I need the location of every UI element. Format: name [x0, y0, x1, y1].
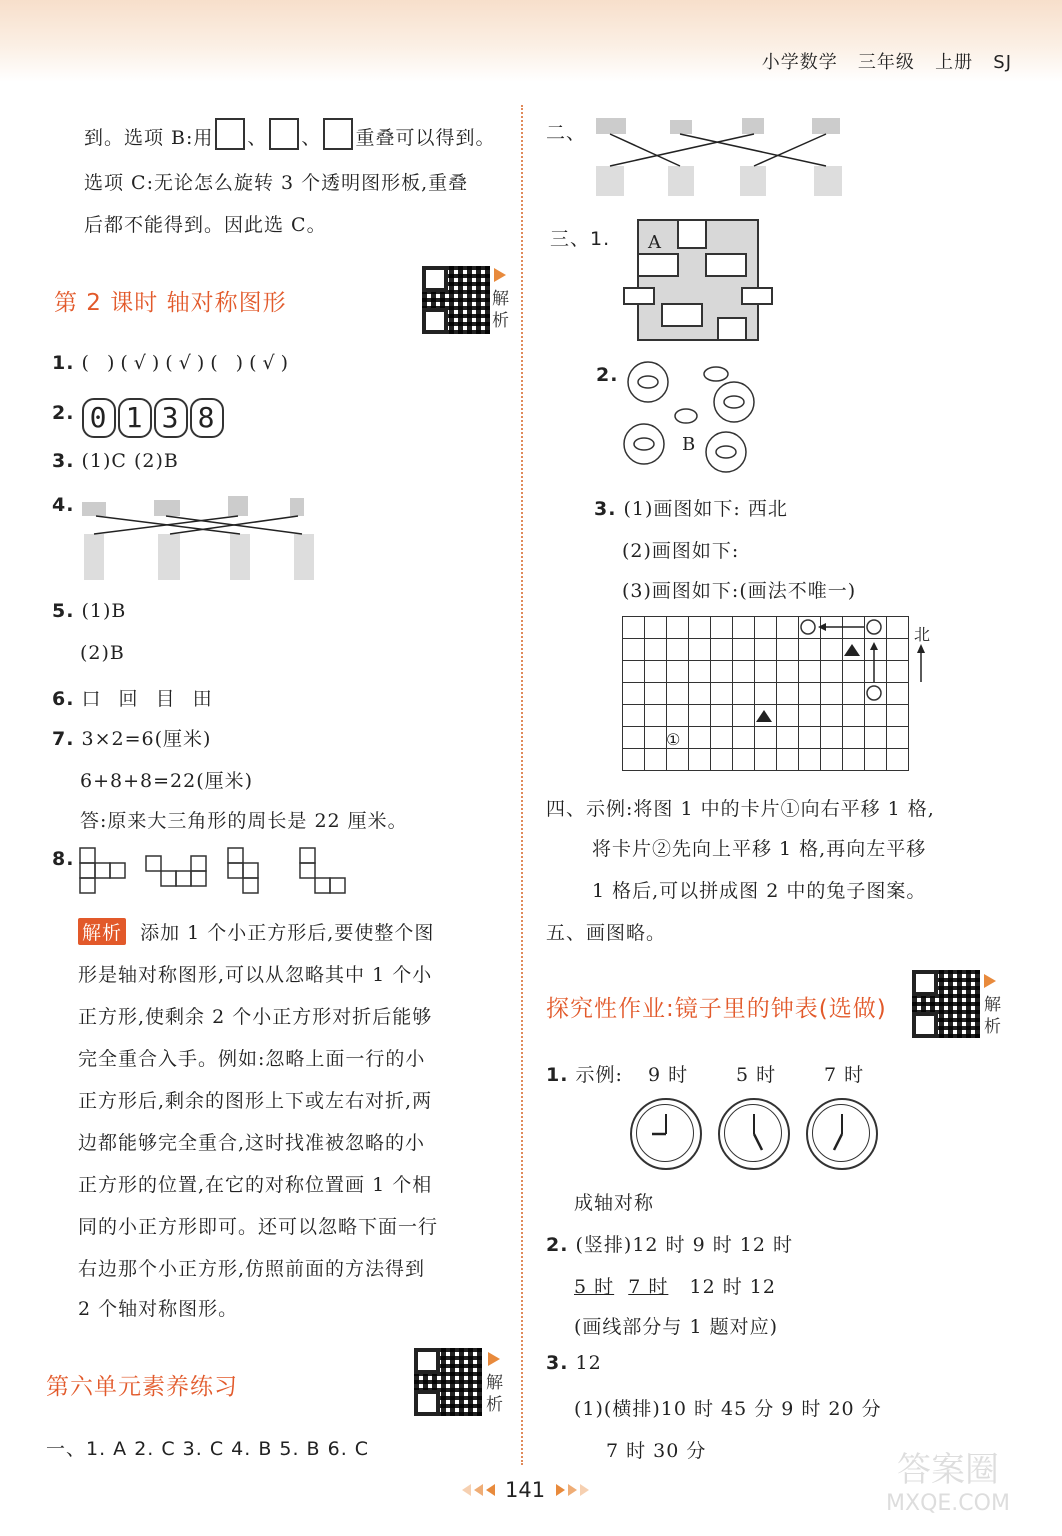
header-grade: 三年级 — [857, 52, 915, 73]
analysis-line: 正方形后,剩余的图形上下或左右对折,两 — [78, 1090, 433, 1112]
header-info — [762, 48, 1012, 74]
explore-q2-line3: (画线部分与 1 题对应) — [574, 1316, 778, 1338]
play-icon — [984, 974, 996, 988]
explore-q3b: (1)(横排)10 时 45 分 9 时 20 分 — [574, 1398, 882, 1420]
q7b: 6+8+8=22(厘米) — [80, 770, 254, 792]
clock-icon — [806, 1098, 878, 1170]
q2: 2. 0 1 3 8 — [52, 398, 226, 438]
header-volume: 上册 — [935, 52, 974, 73]
prev-arrow-icon — [474, 1484, 483, 1496]
qr-label: 解析 — [984, 995, 1001, 1037]
q5b: (2)B — [80, 642, 125, 664]
s3-tessellation — [622, 218, 774, 344]
analysis-line: 解析 添加 1 个小正方形后,要使整个图 — [78, 918, 434, 945]
analysis-line: 形是轴对称图形,可以从忽略其中 1 个小 — [78, 964, 433, 986]
label-B: B — [682, 434, 696, 455]
s3-q3b: (2)画图如下: — [622, 540, 740, 562]
column-divider — [521, 105, 523, 1465]
qr-label: 解析 — [486, 1373, 503, 1415]
s5: 五、画图略。 — [546, 922, 667, 944]
intro-line-3: 后都不能得到。因此选 C。 — [84, 214, 327, 236]
clock-label: 5 时 — [736, 1064, 777, 1086]
circle-marker — [867, 686, 881, 700]
clock-label: 7 时 — [824, 1064, 865, 1086]
analysis-tag: 解析 — [78, 918, 126, 945]
analysis-line: 正方形的位置,在它的对称位置画 1 个相 — [78, 1174, 433, 1196]
analysis-line: 完全重合入手。例如:忽略上面一行的小 — [78, 1048, 426, 1070]
analysis-line: 正方形,使剩余 2 个小正方形对折后能够 — [78, 1006, 433, 1028]
next-arrow-icon — [556, 1484, 565, 1496]
explore-q2-line1: 2. (竖排)12 时 9 时 12 时 — [546, 1234, 793, 1256]
play-icon — [494, 268, 506, 282]
explore-q3c: 7 时 30 分 — [606, 1440, 707, 1462]
circle-marker — [801, 620, 815, 634]
explore-q1-note: 成轴对称 — [574, 1192, 655, 1214]
q1: 1. ( )(√)(√)( )(√) — [52, 352, 295, 374]
header-subject: 小学数学 — [761, 52, 838, 73]
s2-label: 二、 — [546, 122, 587, 144]
q8-shapes — [78, 846, 358, 896]
play-icon — [488, 1352, 500, 1366]
qr-code-icon[interactable] — [422, 266, 490, 334]
unit6-title: 第六单元素养练习 — [46, 1374, 238, 1400]
next-arrow-icon — [568, 1484, 577, 1496]
s4-line: 1 格后,可以拼成图 2 中的兔子图案。 — [592, 880, 927, 902]
triangle-marker — [844, 644, 860, 656]
digit: 1 — [118, 398, 152, 438]
q5a: 5. (1)B — [52, 600, 127, 622]
prev-arrow-icon — [486, 1484, 495, 1496]
analysis-line: 同的小正方形即可。还可以忽略下面一行 — [78, 1216, 439, 1238]
clock-label: 9 时 — [648, 1064, 689, 1086]
qr-code-icon[interactable] — [912, 970, 980, 1038]
matching-figure — [80, 492, 320, 584]
shape-box — [269, 118, 299, 150]
clock-icon — [630, 1098, 702, 1170]
analysis-line: 2 个轴对称图形。 — [78, 1298, 239, 1320]
analysis-line: 右边那个小正方形,仿照前面的方法得到 — [78, 1258, 426, 1280]
clock-icon — [718, 1098, 790, 1170]
s2-matching-figure — [594, 116, 850, 200]
s3-label: 三、1. — [550, 228, 611, 250]
intro-line-2: 选项 C:无论怎么旋转 3 个透明图形板,重叠 — [84, 172, 469, 194]
digit: 3 — [154, 398, 188, 438]
explore-q2-line2: 5 时 7 时 12 时 12 — [574, 1276, 776, 1298]
s3-q2: 2. — [596, 364, 619, 386]
s3-q3c: (3)画图如下:(画法不唯一) — [622, 580, 857, 602]
q8: 8. — [52, 848, 75, 870]
q6: 6. 口 回 目 田 — [52, 688, 218, 710]
q7c: 答:原来大三角形的周长是 22 厘米。 — [80, 810, 408, 832]
shape-box — [323, 118, 353, 150]
q3: 3. (1)C (2)B — [52, 450, 179, 472]
next-arrow-icon — [580, 1484, 589, 1496]
north-label: 北 — [914, 625, 932, 644]
grid-overlay — [622, 616, 912, 776]
label-A: A — [648, 232, 661, 253]
triangle-marker — [756, 710, 772, 722]
digit: 8 — [190, 398, 224, 438]
s4-line: 将卡片②先向上平移 1 格,再向左平移 — [592, 838, 927, 860]
fish-circles — [622, 356, 774, 476]
shape-box — [215, 118, 245, 150]
s3-q3a: 3. (1)画图如下: 西北 — [594, 498, 788, 520]
marker-1: ① — [666, 730, 681, 749]
q4: 4. — [52, 494, 75, 516]
explore-q3: 3. 12 — [546, 1352, 602, 1374]
north-arrow-icon — [914, 644, 928, 684]
watermark: 答案圈 MXQE.COM — [886, 1450, 1010, 1516]
circle-marker — [867, 620, 881, 634]
unit6-answers: 一、1. A 2. C 3. C 4. B 5. B 6. C — [46, 1438, 370, 1460]
lesson2-title: 第 2 课时 轴对称图形 — [54, 290, 287, 316]
explore-q1: 1. 示例: — [546, 1064, 623, 1086]
prev-arrow-icon — [462, 1484, 471, 1496]
explore-title: 探究性作业:镜子里的钟表(选做) — [546, 996, 887, 1022]
page-number: 141 — [505, 1478, 546, 1502]
intro-line-1: 到。选项 B:用 、 、 重叠可以得到。 — [84, 118, 495, 150]
analysis-line: 边都能够完全重合,这时找准被忽略的小 — [78, 1132, 426, 1154]
q7a: 7. 3×2=6(厘米) — [52, 728, 212, 750]
qr-label: 解析 — [492, 289, 509, 331]
header-edition: SJ — [993, 52, 1012, 73]
s4-line: 四、示例:将图 1 中的卡片①向右平移 1 格, — [546, 798, 935, 820]
qr-code-icon[interactable] — [414, 1348, 482, 1416]
digit: 0 — [82, 398, 116, 438]
